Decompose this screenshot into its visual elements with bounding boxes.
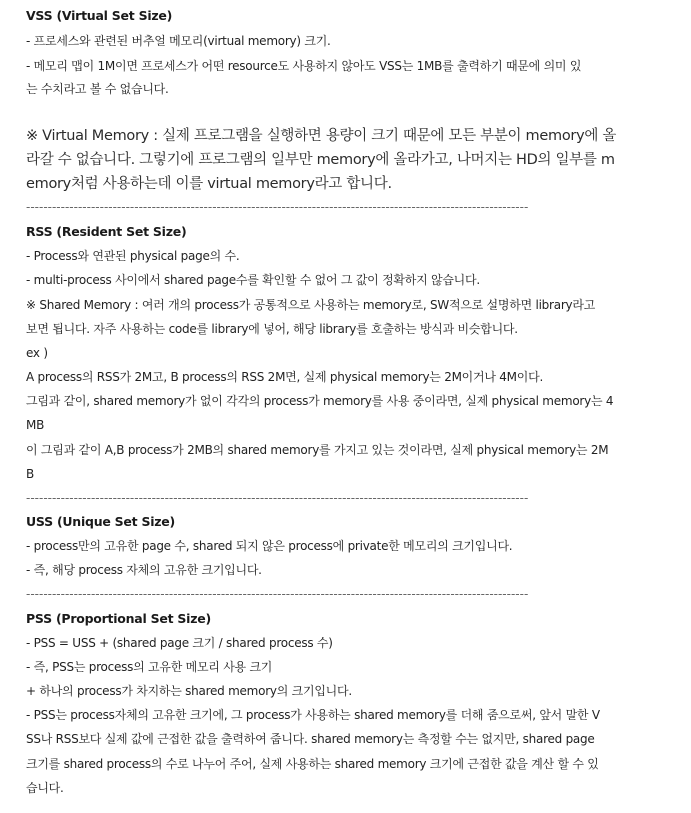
rss-line-10: B [26,467,34,481]
pss-line-2: - 즉, PSS는 process의 고유한 메모리 사용 크기 [26,660,273,674]
uss-heading: USS (Unique Set Size) [26,514,175,529]
virtual-memory-note-line-3: emory처럼 사용하는데 이를 virtual memory라고 합니다. [26,176,392,192]
vss-heading: VSS (Virtual Set Size) [26,8,173,23]
virtual-memory-note-line-1: ※ Virtual Memory : 실제 프로그램을 실행하면 용량이 크기 때문에 모든 부분이 memory에 올 [26,128,617,144]
pss-line-3: + 하나의 process가 차지하는 shared memory의 크기입니다. [26,684,352,698]
rss-line-5: ex ) [26,346,48,360]
rss-line-8: MB [26,418,45,432]
rss-line-7: 그림과 같이, shared memory가 없이 각각의 process가 memory를 사용 중이라면, 실제 physical memory는 4 [26,394,614,408]
pss-line-1: - PSS = USS + (shared page 크기 / shared process 수) [26,636,333,650]
section-separator: -------------------------------------------------------------------------------------------------------------------- [26,491,529,505]
rss-heading: RSS (Resident Set Size) [26,224,187,239]
rss-line-3: ※ Shared Memory : 여러 개의 process가 공통적으로 사용하는 memory로, SW적으로 설명하면 library라고 [26,298,596,312]
vss-line-2: - 메모리 맵이 1M이면 프로세스가 어떤 resource도 사용하지 않아도 VSS는 1MB를 출력하기 때문에 의미 있 [26,59,582,73]
vss-line-1: - 프로세스와 관련된 버추얼 메모리(virtual memory) 크기. [26,34,331,48]
section-separator: -------------------------------------------------------------------------------------------------------------------- [26,587,529,601]
vss-line-3: 는 수치라고 볼 수 없습니다. [26,82,169,96]
pss-heading: PSS (Proportional Set Size) [26,611,211,626]
pss-line-7: 습니다. [26,781,64,795]
uss-line-1: - process만의 고유한 page 수, shared 되지 않은 process에 private한 메모리의 크기입니다. [26,539,513,553]
pss-line-5: SS나 RSS보다 실제 값에 근접한 값을 출력하여 줍니다. shared memory는 측정할 수는 없지만, shared page [26,732,595,746]
rss-line-9: 이 그림과 같이 A,B process가 2MB의 shared memory를 가지고 있는 것이라면, 실제 physical memory는 2M [26,443,609,457]
pss-line-4: - PSS는 process자체의 고유한 크기에, 그 process가 사용하는 shared memory를 더해 줌으로써, 앞서 말한 V [26,708,600,722]
rss-line-4: 보면 됩니다. 자주 사용하는 code를 library에 넣어, 해당 library를 호출하는 방식과 비슷합니다. [26,322,518,336]
rss-line-2: - multi-process 사이에서 shared page수를 확인할 수 없어 그 값이 정확하지 않습니다. [26,273,480,287]
uss-line-2: - 즉, 해당 process 자체의 고유한 크기입니다. [26,563,262,577]
rss-line-1: - Process와 연관된 physical page의 수. [26,249,240,263]
section-separator: -------------------------------------------------------------------------------------------------------------------- [26,200,529,214]
rss-line-6: A process의 RSS가 2M고, B process의 RSS 2M면, 실제 physical memory는 2M이거나 4M이다. [26,370,544,384]
virtual-memory-note-line-2: 라갈 수 없습니다. 그렇기에 프로그램의 일부만 memory에 올라가고, 나머지는 HD의 일부를 m [26,152,615,168]
pss-line-6: 크기를 shared process의 수로 나누어 주어, 실제 사용하는 shared memory 크기에 근접한 값을 계산 할 수 있 [26,757,599,771]
